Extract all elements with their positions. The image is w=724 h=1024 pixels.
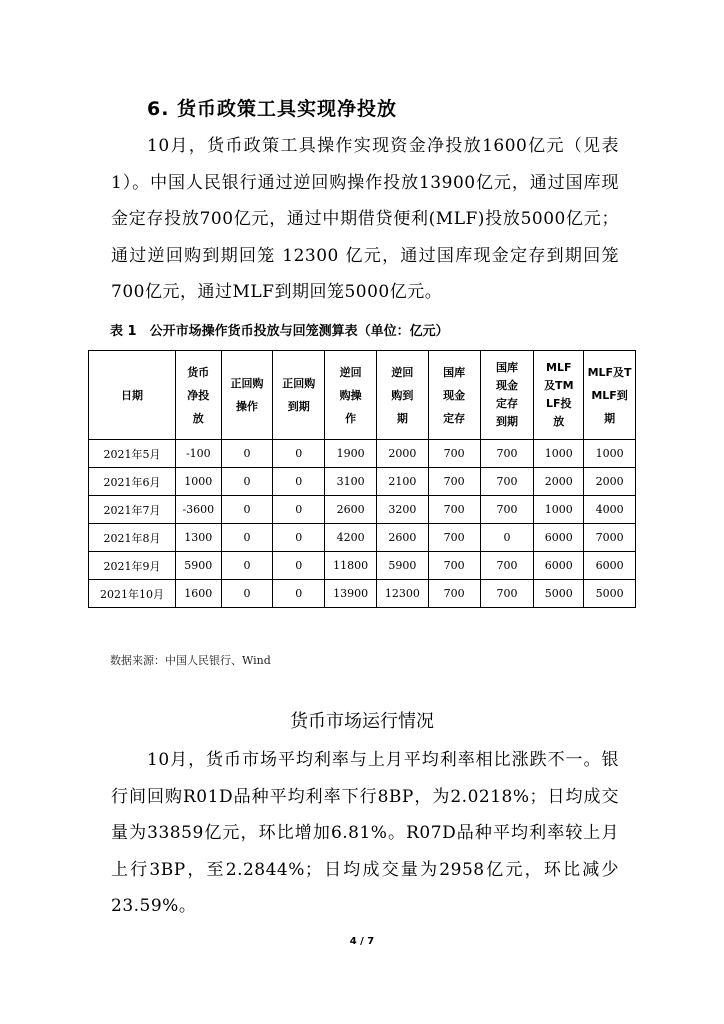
header-treasury-deposit: 国库现金定存 bbox=[428, 351, 480, 440]
cell-treasury-deposit: 700 bbox=[428, 580, 480, 608]
cell-mlf-injection: 1000 bbox=[534, 496, 584, 524]
cell-repo-maturity: 0 bbox=[273, 552, 325, 580]
table-source-note: 数据来源：中国人民银行、Wind bbox=[110, 654, 271, 667]
cell-mlf-injection: 1000 bbox=[534, 440, 584, 468]
cell-date: 2021年10月 bbox=[89, 580, 176, 608]
section-heading: 6. 货币政策工具实现净投放 bbox=[147, 98, 398, 120]
header-reverse-repo-maturity: 逆回购到期 bbox=[376, 351, 428, 440]
header-mlf-maturity: MLF及TMLF到期 bbox=[584, 351, 636, 440]
cell-reverse-repo-maturity: 3200 bbox=[376, 496, 428, 524]
cell-repo-maturity: 0 bbox=[273, 440, 325, 468]
cell-repo-operation: 0 bbox=[221, 524, 273, 552]
cell-mlf-maturity: 1000 bbox=[584, 440, 636, 468]
header-treasury-deposit-maturity: 国库现金定存到期 bbox=[480, 351, 534, 440]
cell-treasury-deposit-maturity: 700 bbox=[480, 496, 534, 524]
cell-mlf-injection: 5000 bbox=[534, 580, 584, 608]
cell-mlf-injection: 6000 bbox=[534, 524, 584, 552]
cell-date: 2021年8月 bbox=[89, 524, 176, 552]
cell-date: 2021年7月 bbox=[89, 496, 176, 524]
table-caption: 表 1 公开市场操作货币投放与回笼测算表（单位：亿元） bbox=[110, 324, 449, 339]
table-row bbox=[89, 468, 636, 496]
cell-repo-operation: 0 bbox=[221, 580, 273, 608]
cell-reverse-repo-operation: 3100 bbox=[325, 468, 377, 496]
cell-date: 2021年5月 bbox=[89, 440, 176, 468]
cell-repo-maturity: 0 bbox=[273, 580, 325, 608]
cell-reverse-repo-operation: 1900 bbox=[325, 440, 377, 468]
cell-repo-operation: 0 bbox=[221, 440, 273, 468]
cell-reverse-repo-operation: 4200 bbox=[325, 524, 377, 552]
cell-repo-operation: 0 bbox=[221, 552, 273, 580]
cell-treasury-deposit: 700 bbox=[428, 468, 480, 496]
cell-reverse-repo-maturity: 2000 bbox=[376, 440, 428, 468]
cell-reverse-repo-operation: 11800 bbox=[325, 552, 377, 580]
cell-mlf-maturity: 2000 bbox=[584, 468, 636, 496]
market-heading: 货币市场运行情况 bbox=[290, 711, 434, 732]
cell-net-injection: -3600 bbox=[176, 496, 222, 524]
table-row bbox=[89, 440, 636, 468]
cell-mlf-injection: 6000 bbox=[534, 552, 584, 580]
cell-reverse-repo-operation: 13900 bbox=[325, 580, 377, 608]
cell-date: 2021年9月 bbox=[89, 552, 176, 580]
header-repo-maturity: 正回购到期 bbox=[273, 351, 325, 440]
cell-net-injection: 1600 bbox=[176, 580, 222, 608]
cell-treasury-deposit-maturity: 700 bbox=[480, 580, 534, 608]
cell-mlf-injection: 2000 bbox=[534, 468, 584, 496]
cell-net-injection: 5900 bbox=[176, 552, 222, 580]
page-number: 4 / 7 bbox=[349, 936, 375, 947]
header-net-injection: 货币净投放 bbox=[176, 351, 222, 440]
cell-treasury-deposit: 700 bbox=[428, 524, 480, 552]
cell-treasury-deposit: 700 bbox=[428, 496, 480, 524]
market-paragraph: 10月，货币市场平均利率与上月平均利率相比涨跌不一。银行间回购R01D品种平均利率下行8BP，为2.0218%；日均成交量为33859亿元，环比增加6.81%。R07D品种平均利率较上月上行3BP，至2.2844%；日均成交量为2958亿元，环比减少23.59%。 bbox=[111, 750, 619, 916]
cell-repo-operation: 0 bbox=[221, 496, 273, 524]
header-date: 日期 bbox=[89, 351, 176, 440]
cell-reverse-repo-maturity: 2600 bbox=[376, 524, 428, 552]
cell-net-injection: 1300 bbox=[176, 524, 222, 552]
table-row bbox=[89, 552, 636, 580]
cell-reverse-repo-operation: 2600 bbox=[325, 496, 377, 524]
cell-treasury-deposit: 700 bbox=[428, 552, 480, 580]
cell-net-injection: -100 bbox=[176, 440, 222, 468]
cell-treasury-deposit-maturity: 0 bbox=[480, 524, 534, 552]
table-row bbox=[89, 496, 636, 524]
cell-reverse-repo-maturity: 2100 bbox=[376, 468, 428, 496]
cell-repo-maturity: 0 bbox=[273, 524, 325, 552]
section-paragraph: 10月，货币政策工具操作实现资金净投放1600亿元（见表1）。中国人民银行通过逆回购操作投放13900亿元，通过国库现金定存投放700亿元，通过中期借贷便利(MLF)投放5000亿元；通过逆回购到期回笼 12300 亿元，通过国库现金定存到期回笼700亿元，通过MLF到期回笼5000亿元。 bbox=[111, 136, 619, 302]
header-repo-operation: 正回购操作 bbox=[221, 351, 273, 440]
table-row bbox=[89, 524, 636, 552]
cell-repo-operation: 0 bbox=[221, 468, 273, 496]
cell-repo-maturity: 0 bbox=[273, 496, 325, 524]
header-mlf-injection: MLF及TMLF投放 bbox=[534, 351, 584, 440]
cell-date: 2021年6月 bbox=[89, 468, 176, 496]
cell-mlf-maturity: 6000 bbox=[584, 552, 636, 580]
cell-repo-maturity: 0 bbox=[273, 468, 325, 496]
cell-treasury-deposit-maturity: 700 bbox=[480, 468, 534, 496]
header-reverse-repo-operation: 逆回购操作 bbox=[325, 351, 377, 440]
cell-treasury-deposit-maturity: 700 bbox=[480, 552, 534, 580]
cell-mlf-maturity: 4000 bbox=[584, 496, 636, 524]
cell-net-injection: 1000 bbox=[176, 468, 222, 496]
cell-treasury-deposit: 700 bbox=[428, 440, 480, 468]
cell-treasury-deposit-maturity: 700 bbox=[480, 440, 534, 468]
cell-reverse-repo-maturity: 12300 bbox=[376, 580, 428, 608]
table-header-row bbox=[89, 351, 636, 440]
table-row bbox=[89, 580, 636, 608]
cell-mlf-maturity: 7000 bbox=[584, 524, 636, 552]
operations-table bbox=[88, 350, 636, 608]
cell-reverse-repo-maturity: 5900 bbox=[376, 552, 428, 580]
cell-mlf-maturity: 5000 bbox=[584, 580, 636, 608]
